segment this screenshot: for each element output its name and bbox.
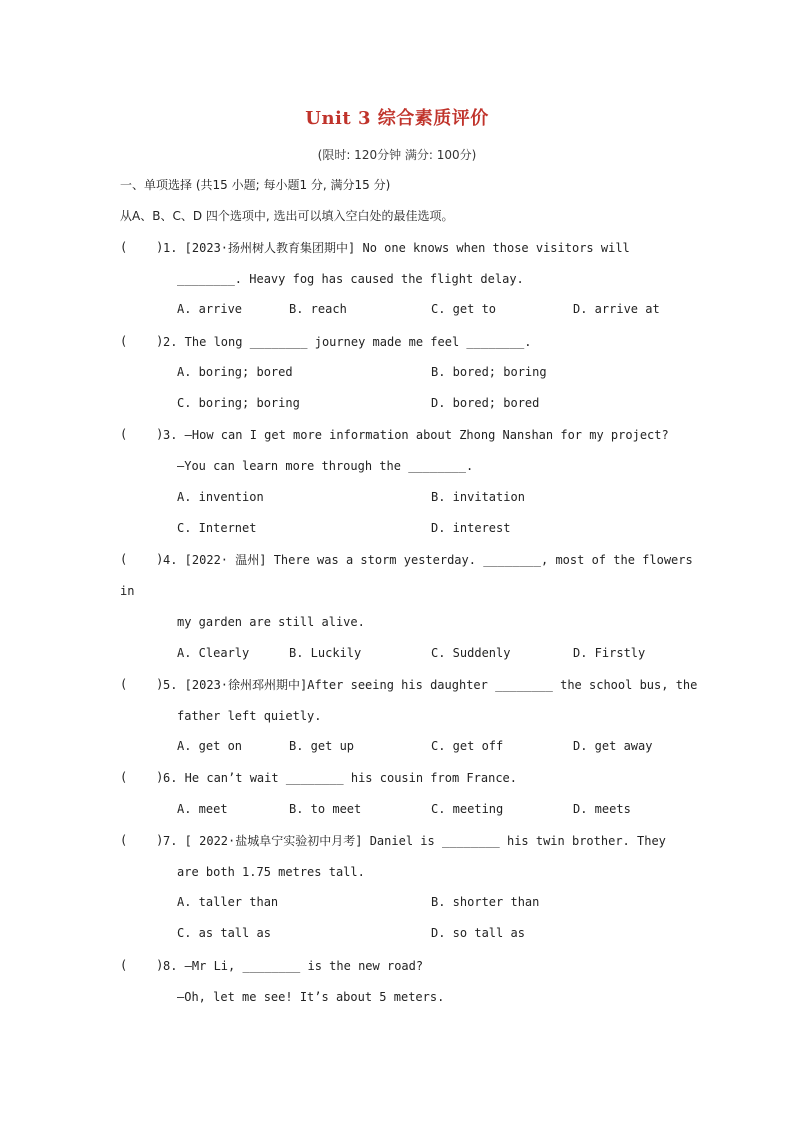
answer-blank: ( ) xyxy=(120,334,164,348)
question-4-option-c: C. Suddenly xyxy=(431,646,511,660)
answer-blank: ( ) xyxy=(120,427,164,441)
question-1-stem-cont: ________. Heavy fog has caused the flight delay. xyxy=(177,272,524,286)
question-6-option-d: D. meets xyxy=(573,802,631,816)
question-2-stem: 2. The long ________ journey made me feel ________. xyxy=(163,335,532,349)
question-6-option-a: A. meet xyxy=(177,802,228,816)
question-8-stem-cont: —Oh, let me see! It’s about 5 meters. xyxy=(177,990,445,1004)
question-2-option-c: C. boring; boring xyxy=(177,396,300,410)
question-1-option-c: C. get to xyxy=(431,302,497,316)
question-3-stem: 3. —How can I get more information about Zhong Nanshan for my project? xyxy=(163,428,669,442)
question-5-option-c: C. get off xyxy=(431,739,504,753)
question-8-stem: 8. —Mr Li, ________ is the new road? xyxy=(163,959,424,973)
question-4-option-d: D. Firstly xyxy=(573,646,646,660)
question-6-stem: 6. He can’t wait ________ his cousin from France. xyxy=(163,771,518,785)
question-5-stem-cont: father left quietly. xyxy=(177,709,322,723)
answer-blank: ( ) xyxy=(120,958,164,972)
question-7-option-d: D. so tall as xyxy=(431,926,525,940)
question-4-option-b: B. Luckily xyxy=(289,646,362,660)
question-4-option-a: A. Clearly xyxy=(177,646,250,660)
question-3-option-b: B. invitation xyxy=(431,490,525,504)
answer-blank: ( ) xyxy=(120,677,164,691)
question-4-stem-cont: my garden are still alive. xyxy=(177,615,365,629)
answer-blank: ( ) xyxy=(120,770,164,784)
question-2-option-a: A. boring; bored xyxy=(177,365,293,379)
question-3-stem-cont: —You can learn more through the ________. xyxy=(177,459,474,473)
question-5-option-d: D. get away xyxy=(573,739,653,753)
question-1-option-d: D. arrive at xyxy=(573,302,660,316)
question-7-option-c: C. as tall as xyxy=(177,926,271,940)
question-1-option-b: B. reach xyxy=(289,302,347,316)
question-5-stem: 5. [2023·徐州邳州期中]After seeing his daughter ________ the school bus, the xyxy=(163,678,698,692)
question-1-stem: 1. [2023·扬州树人教育集团期中] No one knows when those visitors will xyxy=(163,241,630,255)
question-5-option-a: A. get on xyxy=(177,739,243,753)
question-5-option-b: B. get up xyxy=(289,739,355,753)
question-7-option-a: A. taller than xyxy=(177,895,279,909)
question-3-option-a: A. invention xyxy=(177,490,264,504)
question-4-stem-wrap: in xyxy=(120,584,135,598)
section-instruction: 从A、B、C、D 四个选项中, 选出可以填入空白处的最佳选项。 xyxy=(120,209,454,223)
answer-blank: ( ) xyxy=(120,552,164,566)
question-7-option-b: B. shorter than xyxy=(431,895,540,909)
answer-blank: ( ) xyxy=(120,240,164,254)
question-7-stem-cont: are both 1.75 metres tall. xyxy=(177,865,365,879)
question-3-option-d: D. interest xyxy=(431,521,511,535)
answer-blank: ( ) xyxy=(120,833,164,847)
page-title: Unit 3 综合素质评价 xyxy=(305,108,489,129)
question-1-option-a: A. arrive xyxy=(177,302,243,316)
question-6-option-b: B. to meet xyxy=(289,802,362,816)
question-3-option-c: C. Internet xyxy=(177,521,257,535)
question-7-stem: 7. [ 2022·盐城阜宁实验初中月考] Daniel is ________ his twin brother. They xyxy=(163,834,666,848)
question-4-stem: 4. [2022· 温州] There was a storm yesterday. ________, most of the flowers xyxy=(163,553,693,567)
question-6-option-c: C. meeting xyxy=(431,802,504,816)
section-heading: 一、单项选择 (共15 小题; 每小题1 分, 满分15 分) xyxy=(120,178,391,192)
time-score-note: (限时: 120分钟 满分: 100分) xyxy=(317,148,477,162)
question-2-option-b: B. bored; boring xyxy=(431,365,547,379)
question-2-option-d: D. bored; bored xyxy=(431,396,540,410)
